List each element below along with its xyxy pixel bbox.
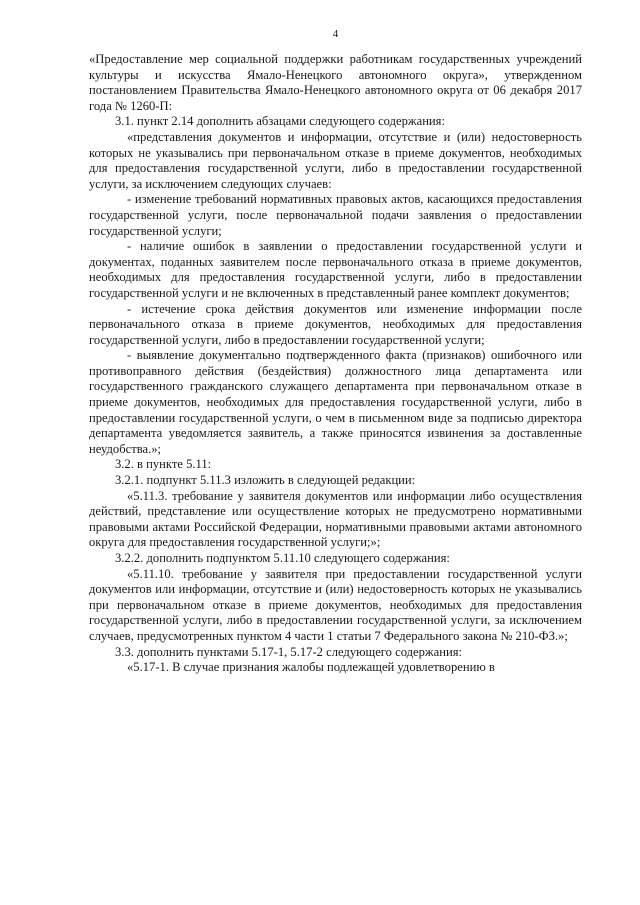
paragraph: 3.2. в пункте 5.11: — [115, 457, 212, 472]
paragraph: «5.17-1. В случае признания жалобы подлежащей удовлетворению в — [127, 660, 495, 675]
paragraph: 3.2.1. подпункт 5.11.3 изложить в следующей редакции: — [115, 473, 416, 488]
paragraph: «Предоставление мер социальной поддержки работникам государственных учреждений культуры и искусства Ямало-Ненецкого автономного округа», утвержденном постановлением Правительства Ямало-Ненецкого автономного округа от 06 декабря 2017 года № 1260-П: — [89, 52, 582, 113]
paragraph: 3.2.2. дополнить подпунктом 5.11.10 следующего содержания: — [115, 551, 450, 565]
page-number: 4 — [332, 28, 339, 40]
paragraph: «5.11.10. требование у заявителя при предоставлении государственной услуги документов или информации, отсутствие и (или) недостоверность которых не указывались при первоначальном отказе в приеме документов, необходимых для предоставления государственной услуги, либо в предоставлении государственной услуги, за исключением случаев, предусмотренных пунктом 4 части 1 статьи 7 Федерального закона № 210-ФЗ.»; — [89, 566, 582, 643]
paragraph: 3.1. пункт 2.14 дополнить абзацами следующего содержания: — [115, 114, 445, 129]
paragraph: «представления документов и информации, отсутствие и (или) недостоверность которых не указывались при первоначальном отказе в приеме документов, необходимых для предоставления государственной услуги, либо в предоставлении государственной услуги, за исключением следующих случаев: — [89, 129, 582, 191]
paragraph: - выявление документально подтвержденного факта (признаков) ошибочного или противоправного действия (бездействия) должностного лица департамента или государственного гражданского служащего департамента при первоначальном отказе в приеме документов, необходимых для предоставления государственной услуги, либо в предоставлении государственной услуги, о чем в письменном виде за подписью директора департамента уведомляется заявитель, а также приносятся извинения за доставленные неудобства.»; — [89, 348, 582, 456]
paragraph: 3.3. дополнить пунктами 5.17-1, 5.17-2 следующего содержания: — [115, 644, 462, 659]
paragraph: - изменение требований нормативных правовых актов, касающихся предоставления государственной услуги, после первоначальной подачи заявления о предоставлении государственной услуги; — [89, 192, 582, 238]
paragraph: - наличие ошибок в заявлении о предоставлении государственной услуги и документах, поданных заявителем после первоначального отказа в приеме документов, необходимых для предоставления государственной услуги, либо в предоставлении государственной услуги и не включенных в представленный ранее комплект документов; — [89, 239, 582, 300]
paragraph: «5.11.3. требование у заявителя документов или информации либо осуществления действий, представление или осуществление которых не предусмотрено нормативными правовыми актами Российской Федерации, нормативными правовыми актами автономного округа для предоставления государственной услуги;»; — [89, 488, 582, 550]
document-body — [89, 52, 582, 676]
paragraph: - истечение срока действия документов или изменение информации после первоначального отказа в приеме документов, необходимых для предоставления государственной услуги, либо в предоставлении государственной услуги; — [89, 301, 582, 347]
